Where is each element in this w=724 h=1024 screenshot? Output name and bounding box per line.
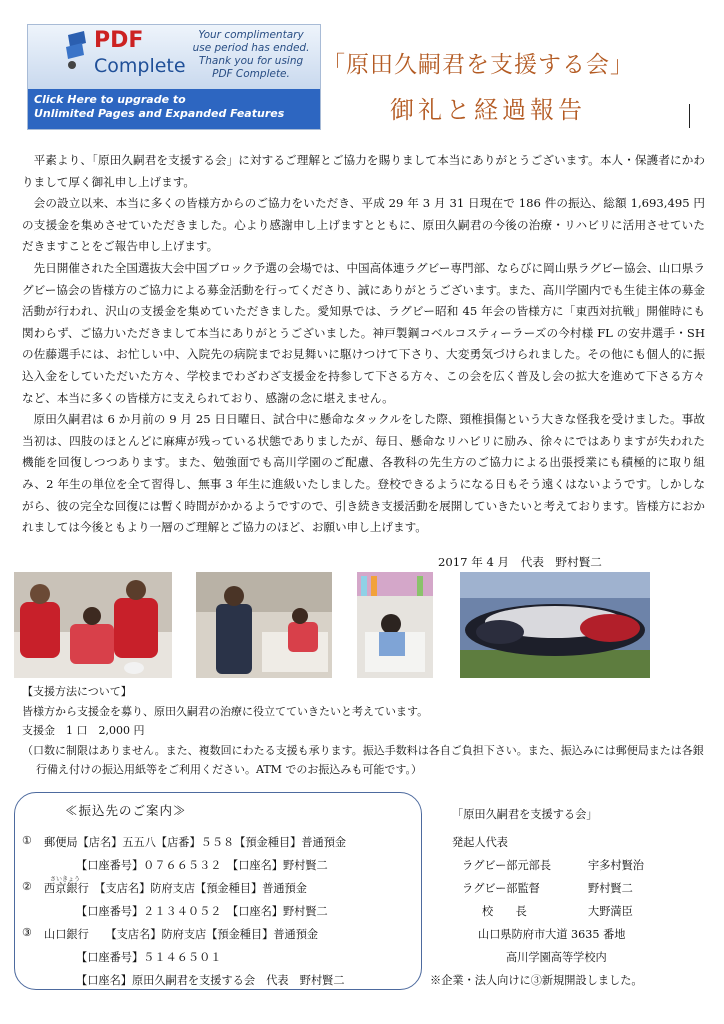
banner-logo-complete: Complete: [94, 55, 186, 77]
support-line: 皆様方から支援金を募り、原田久嗣君の治療に役立てていきたいと考えています。: [22, 704, 429, 718]
transfer-item-line: 山口銀行 【支店名】防府支店【預金種目】普通預金: [44, 928, 319, 941]
upgrade-link-line[interactable]: Unlimited Pages and Expanded Features: [34, 107, 285, 120]
transfer-heading: ≪振込先のご案内≫: [65, 803, 187, 818]
founder-role: ラグビー部元部長: [462, 859, 552, 872]
transfer-item-line: 西京銀行 【支店名】防府支店【預金種目】普通預金: [44, 882, 307, 895]
banner-logo-text: [94, 29, 143, 53]
ruby-reading: さいきょう: [50, 876, 81, 883]
document-title: 「原田久嗣君を支援する会」: [322, 52, 634, 78]
logo-icon: [62, 31, 90, 71]
photo-patient-bed: [357, 572, 433, 678]
body-paragraph: 原田久嗣君は 6 か月前の 9 月 25 日日曜日、試合中に懸命なタックルをした際、頸椎損傷という大きな怪我を受けました。事故当初は、四肢のほとんどに麻痺が残っている状態でありましたが、毎日、懸命なリハビリに励み、徐々にではありますが失われた機能を回復しつつあります。また、勉強面でも高川学園のご配慮、各教科の先生方のご協力による出張授業にも積極的に取り組み、2 年生の単位を全て習得し、無事 3 年生に進級いたしました。登校できるようになる日もそう遠くはないようです。しかしながら、彼の完全な回復には暫く時間がかかるようですので、引き続き支援活動を展開していきたいと考えております。皆様方におかれましては今後ともより一層のご理解とご協力のほど、お願い申し上げます。: [22, 412, 705, 535]
banner-message-line: use period has ended.: [192, 42, 310, 54]
banner-message-line: Your complimentary: [198, 29, 304, 41]
upgrade-link[interactable]: [34, 93, 316, 121]
transfer-item-number: ①: [22, 834, 33, 847]
signature: 2017 年 4 月 代表 野村賢二: [438, 555, 602, 569]
upgrade-link-line[interactable]: Click Here to upgrade to: [34, 93, 186, 106]
banner-message: [188, 29, 314, 81]
banner-logo-pdf: PDF: [94, 28, 144, 53]
org-school: 高川学園高等学校内: [506, 951, 607, 964]
banner-message-line: PDF Complete.: [212, 68, 290, 80]
founders-label: 発起人代表: [452, 836, 508, 849]
support-note: 行備え付けの振込用紙等をご利用ください。ATM でのお振込みも可能です。）: [36, 763, 423, 776]
founder-name: 大野満臣: [588, 905, 633, 918]
transfer-item-line: 【口座番号】５１４６５０１: [76, 951, 222, 964]
transfer-item-line: 【口座番号】２１３４０５２ 【口座名】野村賢二: [76, 905, 328, 918]
transfer-item-number: ②: [22, 880, 33, 893]
pdf-complete-banner[interactable]: [27, 24, 321, 130]
transfer-item-line: 郵便局【店名】五五八【店番】５５８【預金種目】普通預金: [44, 836, 347, 849]
banner-message-line: Thank you for using: [198, 55, 304, 67]
org-note: ※企業・法人向けに③新規開設しました。: [430, 974, 643, 987]
support-method-section: [22, 682, 712, 780]
founder-name: 宇多村賢治: [588, 859, 644, 872]
transfer-item-number: ③: [22, 926, 33, 939]
body-paragraph: 会の設立以来、本当に多くの皆様方からのご協力をいただき、平成 29 年 3 月 31 日現在で 186 件の振込、総額 1,693,495 円の支援金を集めさせていただきました。心より感謝申し上げますとともに、原田久嗣君の今後の治療・リハビリに活用させていただきますことをご報告申し上げます。: [22, 196, 705, 254]
support-amount: 支援金 1 口 2,000 円: [22, 724, 145, 737]
photo-group: [460, 572, 650, 678]
transfer-item-line: 【口座名】原田久嗣君を支援する会 代表 野村賢二: [76, 974, 345, 987]
org-address: 山口県防府市大道 3635 番地: [478, 928, 626, 941]
body-paragraph: 平素より、「原田久嗣君を支援する会」に対するご理解とご協力を賜りまして本当にありがとうございます。本人・保護者にかわりまして厚く御礼申し上げます。: [22, 153, 705, 189]
body-paragraph: 先日開催された全国選抜大会中国ブロック予選の会場では、中国高体連ラグビー専門部、ならびに岡山県ラグビー協会、山口県ラグビー協会の皆様方のご協力による募金活動を行ってくださり、誠にありがとうございます。また、高川学園内でも生徒主体の募金活動が行われ、沢山の支援金を集めていただきました。愛知県では、ラグビー昭和 45 年会の皆様方に「東西対抗戦」開催時にも関わらず、ご協力いただきまして本当にありがとうございました。神戸製鋼コベルコスティーラーズの今村様 FL の安井選手・SH の佐藤選手には、お忙しい中、入院先の病院までお見舞いに駆けつけて下さり、大変勇気づけられました。その他にも個人的に振込入金をしていただいた方々、学校までわざわざ支援金を持参して下さる方々、この会を広く普及し会の拡大を進めて下さる方々など、本当に多くの皆様方に支えられており、感謝の念に堪えません。: [22, 260, 705, 405]
org-name: 「原田久嗣君を支援する会」: [452, 808, 598, 821]
support-note: （口数に制限はありません。また、複数回にわたる支援も承ります。振込手数料は各自ご負担下さい。また、振込みには郵便局または各銀: [22, 743, 704, 757]
support-heading: 【支援方法について】: [22, 685, 132, 698]
document-subtitle: 御礼と経過報告: [390, 96, 586, 124]
transfer-item-line: 【口座番号】０７６６５３２ 【口座名】野村賢二: [76, 859, 328, 872]
founder-role: ラグビー部監督: [462, 882, 540, 895]
text-cursor: [689, 104, 690, 128]
founder-role: 校 長: [482, 905, 527, 918]
report-body: [22, 150, 705, 539]
photo-visitor-handshake: [196, 572, 332, 678]
founder-name: 野村賢二: [588, 882, 633, 895]
photo-hospital-visit: [14, 572, 172, 678]
